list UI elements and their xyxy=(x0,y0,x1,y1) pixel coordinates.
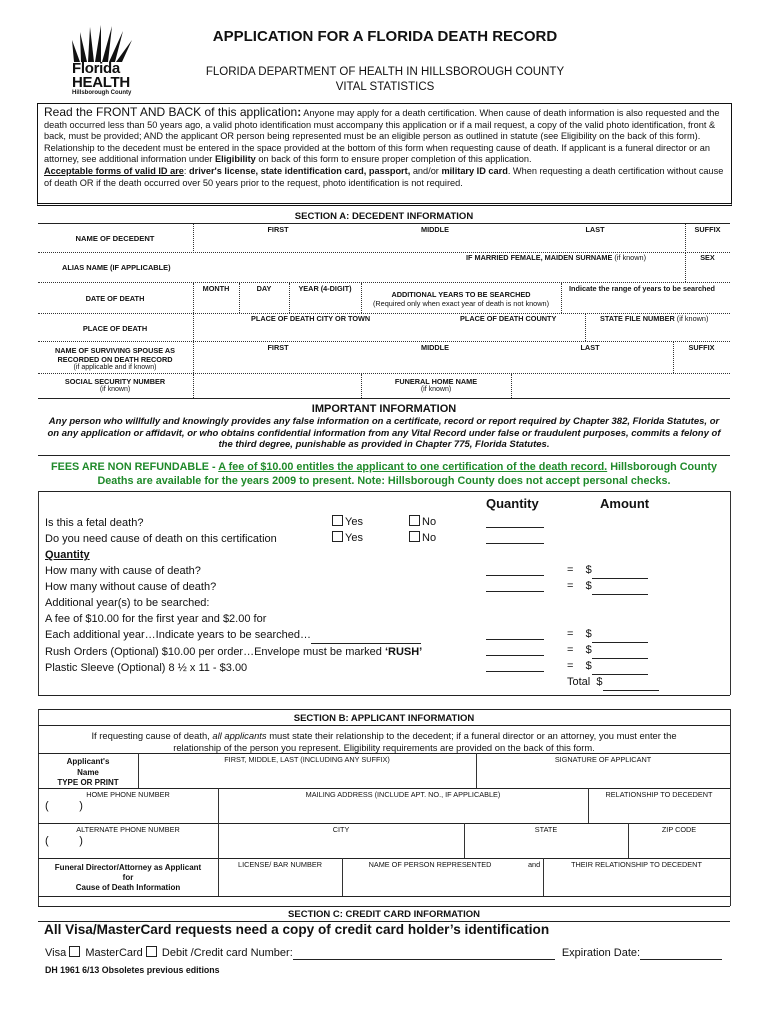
amount-without-cause: = $ xyxy=(567,578,648,595)
year-input[interactable] xyxy=(291,294,359,310)
pod-county-input[interactable] xyxy=(450,324,583,339)
fee-first-line: A fee of $10.00 for the first year and $2.00 for xyxy=(45,613,267,625)
cause-qty-blank[interactable] xyxy=(486,543,544,544)
state-file-header: STATE FILE NUMBER (if known) xyxy=(600,314,709,323)
intro-box: Read the FRONT AND BACK of this application: Anyone may apply for a death certification. When cause of death information is also requested and the death occurred less than 50 years ago, a valid photo identification must accompany this application or if a mail request, a copy of the valid photo identification, front & back, must be provided; AND the applicant OR person being represented must be an eligible person as outlined in statute (see Eligibility on the back of this form). Relationship to the decedent must be entered in the space provided at the bottom of this form when requesting cause of death. If applicant is a funeral director or an attorney, see additional information under Eligibility on back of this form to ensure proper completion of this application. Acceptable forms of valid ID are: driver's license, state identification card, passport, and/or military ID card. When requesting a death certification without cause of death OR if the death occurred over 50 years prior to the request, photo identification is not required. xyxy=(37,103,732,206)
month-header: MONTH xyxy=(202,284,230,293)
mailing-header: MAILING ADDRESS (INCLUDE APT. NO., IF APPLICABLE) xyxy=(305,790,501,799)
order-list xyxy=(45,515,422,676)
spouse-middle-input[interactable] xyxy=(360,354,510,370)
first-header: FIRST xyxy=(267,225,289,234)
pod-city-header: PLACE OF DEATH CITY OR TOWN xyxy=(251,314,371,323)
funeral-home-input[interactable] xyxy=(514,377,728,395)
relationship-input[interactable] xyxy=(590,801,728,821)
amount-header: Amount xyxy=(600,496,650,511)
their-relationship-header: THEIR RELATIONSHIP TO DECEDENT xyxy=(571,860,702,869)
sex-input[interactable] xyxy=(687,264,727,280)
home-phone-input[interactable]: ( ) xyxy=(45,800,83,812)
and-label: and xyxy=(528,860,541,869)
fetal-no-checkbox[interactable] xyxy=(409,515,420,526)
last-header: LAST xyxy=(585,225,605,234)
their-relationship-input[interactable] xyxy=(545,871,728,893)
amount-rush: = $ xyxy=(567,642,648,659)
license-input[interactable] xyxy=(220,871,340,893)
ssn-if-known: (if known) xyxy=(99,386,131,393)
rush-line: Rush Orders (Optional) $10.00 per order…Envelope must be marked ‘RUSH’ xyxy=(45,646,423,658)
state-header: STATE xyxy=(534,825,558,834)
spouse-first-input[interactable] xyxy=(195,354,355,370)
sleeve-line: Plastic Sleeve (Optional) 8 ½ x 11 - $3.00 xyxy=(45,662,248,674)
page-title: APPLICATION FOR A FLORIDA DEATH RECORD xyxy=(212,28,558,45)
amount-total: Total $ xyxy=(567,674,659,691)
alt-phone-input[interactable]: ( ) xyxy=(45,835,83,847)
relationship-header: RELATIONSHIP TO DECEDENT xyxy=(605,790,713,799)
section-b-title: SECTION B: APPLICANT INFORMATION xyxy=(293,713,475,724)
each-add-line: Each additional year…Indicate years to be searched… xyxy=(45,627,422,644)
amount-with-cause: = $ xyxy=(567,562,648,579)
cause-no-checkbox[interactable] xyxy=(409,531,420,542)
amount-sleeve: = $ xyxy=(567,658,648,675)
logo-county: Hillsborough County xyxy=(72,90,132,96)
important-text: Any person who willfully and knowingly provides any false information on a certificate, record or report required by Chapter 382, Florida Statutes, or on any application or affidavit, or who obtains confidential information from any Vital Record under false or fraudulent purposes, commits a felony of the third degree, punishable as provided in Chapter 775, Florida Statutes. xyxy=(47,416,721,451)
pod-city-input[interactable] xyxy=(195,324,445,339)
range-note: Indicate the range of years to be searched xyxy=(569,284,715,293)
fees-notice: FEES ARE NON REFUNDABLE - A fee of $10.00 entitles the applicant to one certification of the death record. Hillsborough County Deaths are available for the years 2009 to present. Note: Hillsborough County does not accept personal checks. xyxy=(51,461,717,487)
section-a-title: SECTION A: DECEDENT INFORMATION xyxy=(294,211,474,222)
decedent-suffix-input[interactable] xyxy=(687,235,727,251)
amount-rush-input[interactable] xyxy=(592,642,648,659)
city-header: CITY xyxy=(332,825,350,834)
maiden-header: IF MARRIED FEMALE, MAIDEN SURNAME (if known) xyxy=(466,253,647,262)
amount-without-cause-input[interactable] xyxy=(592,578,648,595)
alt-phone-header: ALTERNATE PHONE NUMBER xyxy=(76,825,180,834)
funeral-director-label: Funeral Director/Attorney as Applicant for Cause of Death Information xyxy=(54,863,202,892)
without-cause-qty[interactable] xyxy=(486,591,544,592)
ssn-input[interactable] xyxy=(195,377,355,395)
spouse-label-1: NAME OF SURVIVING SPOUSE AS xyxy=(54,346,175,355)
quantity-header: Quantity xyxy=(486,496,539,511)
cause-question: Do you need cause of death on this certification xyxy=(45,533,277,545)
id-or: and/or xyxy=(412,165,439,176)
sex-header: SEX xyxy=(700,253,715,262)
state-file-input[interactable] xyxy=(588,324,728,339)
decedent-middle-input[interactable] xyxy=(360,235,510,251)
amount-add-years-input[interactable] xyxy=(592,626,648,643)
cause-no[interactable]: No xyxy=(409,531,436,544)
fetal-yes[interactable]: Yes xyxy=(332,515,363,528)
range-years-input[interactable] xyxy=(564,294,728,310)
signature-input[interactable] xyxy=(478,766,728,786)
credit-card-notice: All Visa/MasterCard requests need a copy of credit card holder’s identification xyxy=(44,922,550,937)
place-of-death-label: PLACE OF DEATH xyxy=(82,324,148,333)
sleeve-qty[interactable] xyxy=(486,671,544,672)
quantity-subheader: Quantity xyxy=(45,549,90,561)
year-header: YEAR (4-DIGIT) xyxy=(298,284,352,293)
logo-health: HEALTH xyxy=(72,74,130,91)
applicant-name-input[interactable] xyxy=(140,766,474,786)
spouse-last-header: LAST xyxy=(580,343,600,352)
spouse-suffix-header: SUFFIX xyxy=(688,343,715,352)
represented-input[interactable] xyxy=(344,871,514,893)
logo-florida: Florida xyxy=(72,60,120,77)
fetal-qty-blank[interactable] xyxy=(486,527,544,528)
fetal-yes-checkbox[interactable] xyxy=(332,515,343,526)
section-b-note-1: If requesting cause of death, all applicants must state their relationship to the decedent; if a funeral director or an attorney, you must enter the xyxy=(91,730,677,741)
spouse-label-2: RECORDED ON DEATH RECORD xyxy=(57,355,173,364)
ssn-label: SOCIAL SECURITY NUMBER xyxy=(64,377,166,386)
card-number-input[interactable] xyxy=(293,947,555,960)
represented-header: NAME OF PERSON REPRESENTED xyxy=(368,860,492,869)
funeral-home-label: FUNERAL HOME NAME xyxy=(394,377,478,386)
spouse-middle-header: MIDDLE xyxy=(421,343,449,352)
card-type-row: Visa MasterCard Debit /Credit card Number: Expiration Date: xyxy=(45,946,722,960)
department-name: FLORIDA DEPARTMENT OF HEALTH IN HILLSBOROUGH COUNTY xyxy=(205,66,565,78)
amount-sleeve-input[interactable] xyxy=(592,658,648,675)
month-input[interactable] xyxy=(195,294,237,310)
expiration-input[interactable] xyxy=(640,947,722,960)
mastercard-checkbox[interactable] xyxy=(146,946,157,957)
decedent-name-label: NAME OF DECEDENT xyxy=(75,234,155,243)
important-title: IMPORTANT INFORMATION xyxy=(311,403,457,415)
funeral-home-if-known: (if known) xyxy=(420,386,452,393)
cause-yes[interactable]: Yes xyxy=(332,531,363,544)
amount-total-input[interactable] xyxy=(603,674,659,691)
name-columns-header: FIRST, MIDDLE, LAST (INCLUDING ANY SUFFIX) xyxy=(224,755,390,764)
years-searched-input[interactable] xyxy=(311,627,421,644)
section-c-title: SECTION C: CREDIT CARD INFORMATION xyxy=(288,909,480,920)
alias-label: ALIAS NAME (IF APPLICABLE) xyxy=(62,263,171,272)
intro-text2: on back of this form to ensure proper completion of this application. xyxy=(258,154,532,165)
spouse-suffix-input[interactable] xyxy=(676,354,728,370)
amount-add-years: = $ xyxy=(567,626,648,643)
rush-qty[interactable] xyxy=(486,655,544,656)
spouse-last-input[interactable] xyxy=(515,354,670,370)
suffix-header: SUFFIX xyxy=(694,225,721,234)
middle-header: MIDDLE xyxy=(421,225,449,234)
with-cause-qty[interactable] xyxy=(486,575,544,576)
additional-years-header: ADDITIONAL YEARS TO BE SEARCHED xyxy=(391,290,531,299)
form-number: DH 1961 6/13 Obsoletes previous editions xyxy=(45,965,220,975)
applicant-label: Applicant's Name TYPE OR PRINT xyxy=(57,757,119,787)
license-header: LICENSE/ BAR NUMBER xyxy=(238,860,322,869)
division-name: VITAL STATISTICS xyxy=(335,81,435,93)
without-cause-question: How many without cause of death? xyxy=(45,581,217,593)
decedent-last-input[interactable] xyxy=(515,235,680,251)
spouse-label-3: (if applicable and if known) xyxy=(73,364,157,371)
id-label: Acceptable forms of valid ID are xyxy=(44,165,184,176)
zip-input[interactable] xyxy=(630,836,728,856)
state-input[interactable] xyxy=(466,836,626,856)
day-header: DAY xyxy=(256,284,272,293)
visa-checkbox[interactable] xyxy=(69,946,80,957)
add-years-qty[interactable] xyxy=(486,639,544,640)
mailing-input[interactable] xyxy=(220,801,586,821)
intro-eligibility: Eligibility xyxy=(214,154,256,165)
id-rest: . When requesting a death certification without cause of death OR if the death occurred over 50 years prior to the request, photo identification is not required. xyxy=(44,165,724,188)
fetal-question: Is this a fetal death? xyxy=(45,517,144,529)
fetal-no[interactable]: No xyxy=(409,515,436,528)
intro-text: Anyone may apply for a death certification. When cause of death information is also requested and the death occurred less than 50 years ago, a valid photo identification must accompany this application or if a mail request, a copy of the valid photo identification, front & back, must be provided; AND the applicant OR person being represented must be an eligible person as outlined in statute (see Eligibility on the back of this form). Relationship to the decedent must be entered in the space provided at the bottom of this form when requesting cause of death. If applicant is a funeral director or an attorney, see additional information under xyxy=(44,108,720,165)
cause-yes-checkbox[interactable] xyxy=(332,531,343,542)
home-phone-header: HOME PHONE NUMBER xyxy=(86,790,170,799)
signature-header: SIGNATURE OF APPLICANT xyxy=(554,755,652,764)
decedent-first-input[interactable] xyxy=(194,235,354,251)
id-military: military ID card xyxy=(441,165,508,176)
amount-with-cause-input[interactable] xyxy=(592,562,648,579)
pod-county-header: PLACE OF DEATH COUNTY xyxy=(460,314,557,323)
city-input[interactable] xyxy=(220,836,462,856)
add-years-question: Additional year(s) to be searched: xyxy=(45,597,210,609)
section-b-note-2: relationship of the person you represent. Eligibility requirements are provided on the back of this form. xyxy=(173,742,595,753)
zip-header: ZIP CODE xyxy=(661,825,697,834)
day-input[interactable] xyxy=(241,294,287,310)
alias-input[interactable] xyxy=(194,264,679,280)
date-of-death-label: DATE OF DEATH xyxy=(85,294,145,303)
id-list: driver's license, state identification card, passport, xyxy=(189,165,411,176)
sunburst-logo-icon xyxy=(68,24,152,64)
spouse-first-header: FIRST xyxy=(267,343,289,352)
intro-lead: Read the FRONT AND BACK of this application xyxy=(44,105,298,119)
with-cause-question: How many with cause of death? xyxy=(45,565,201,577)
additional-years-note: (Required only when exact year of death is not known) xyxy=(372,299,550,308)
